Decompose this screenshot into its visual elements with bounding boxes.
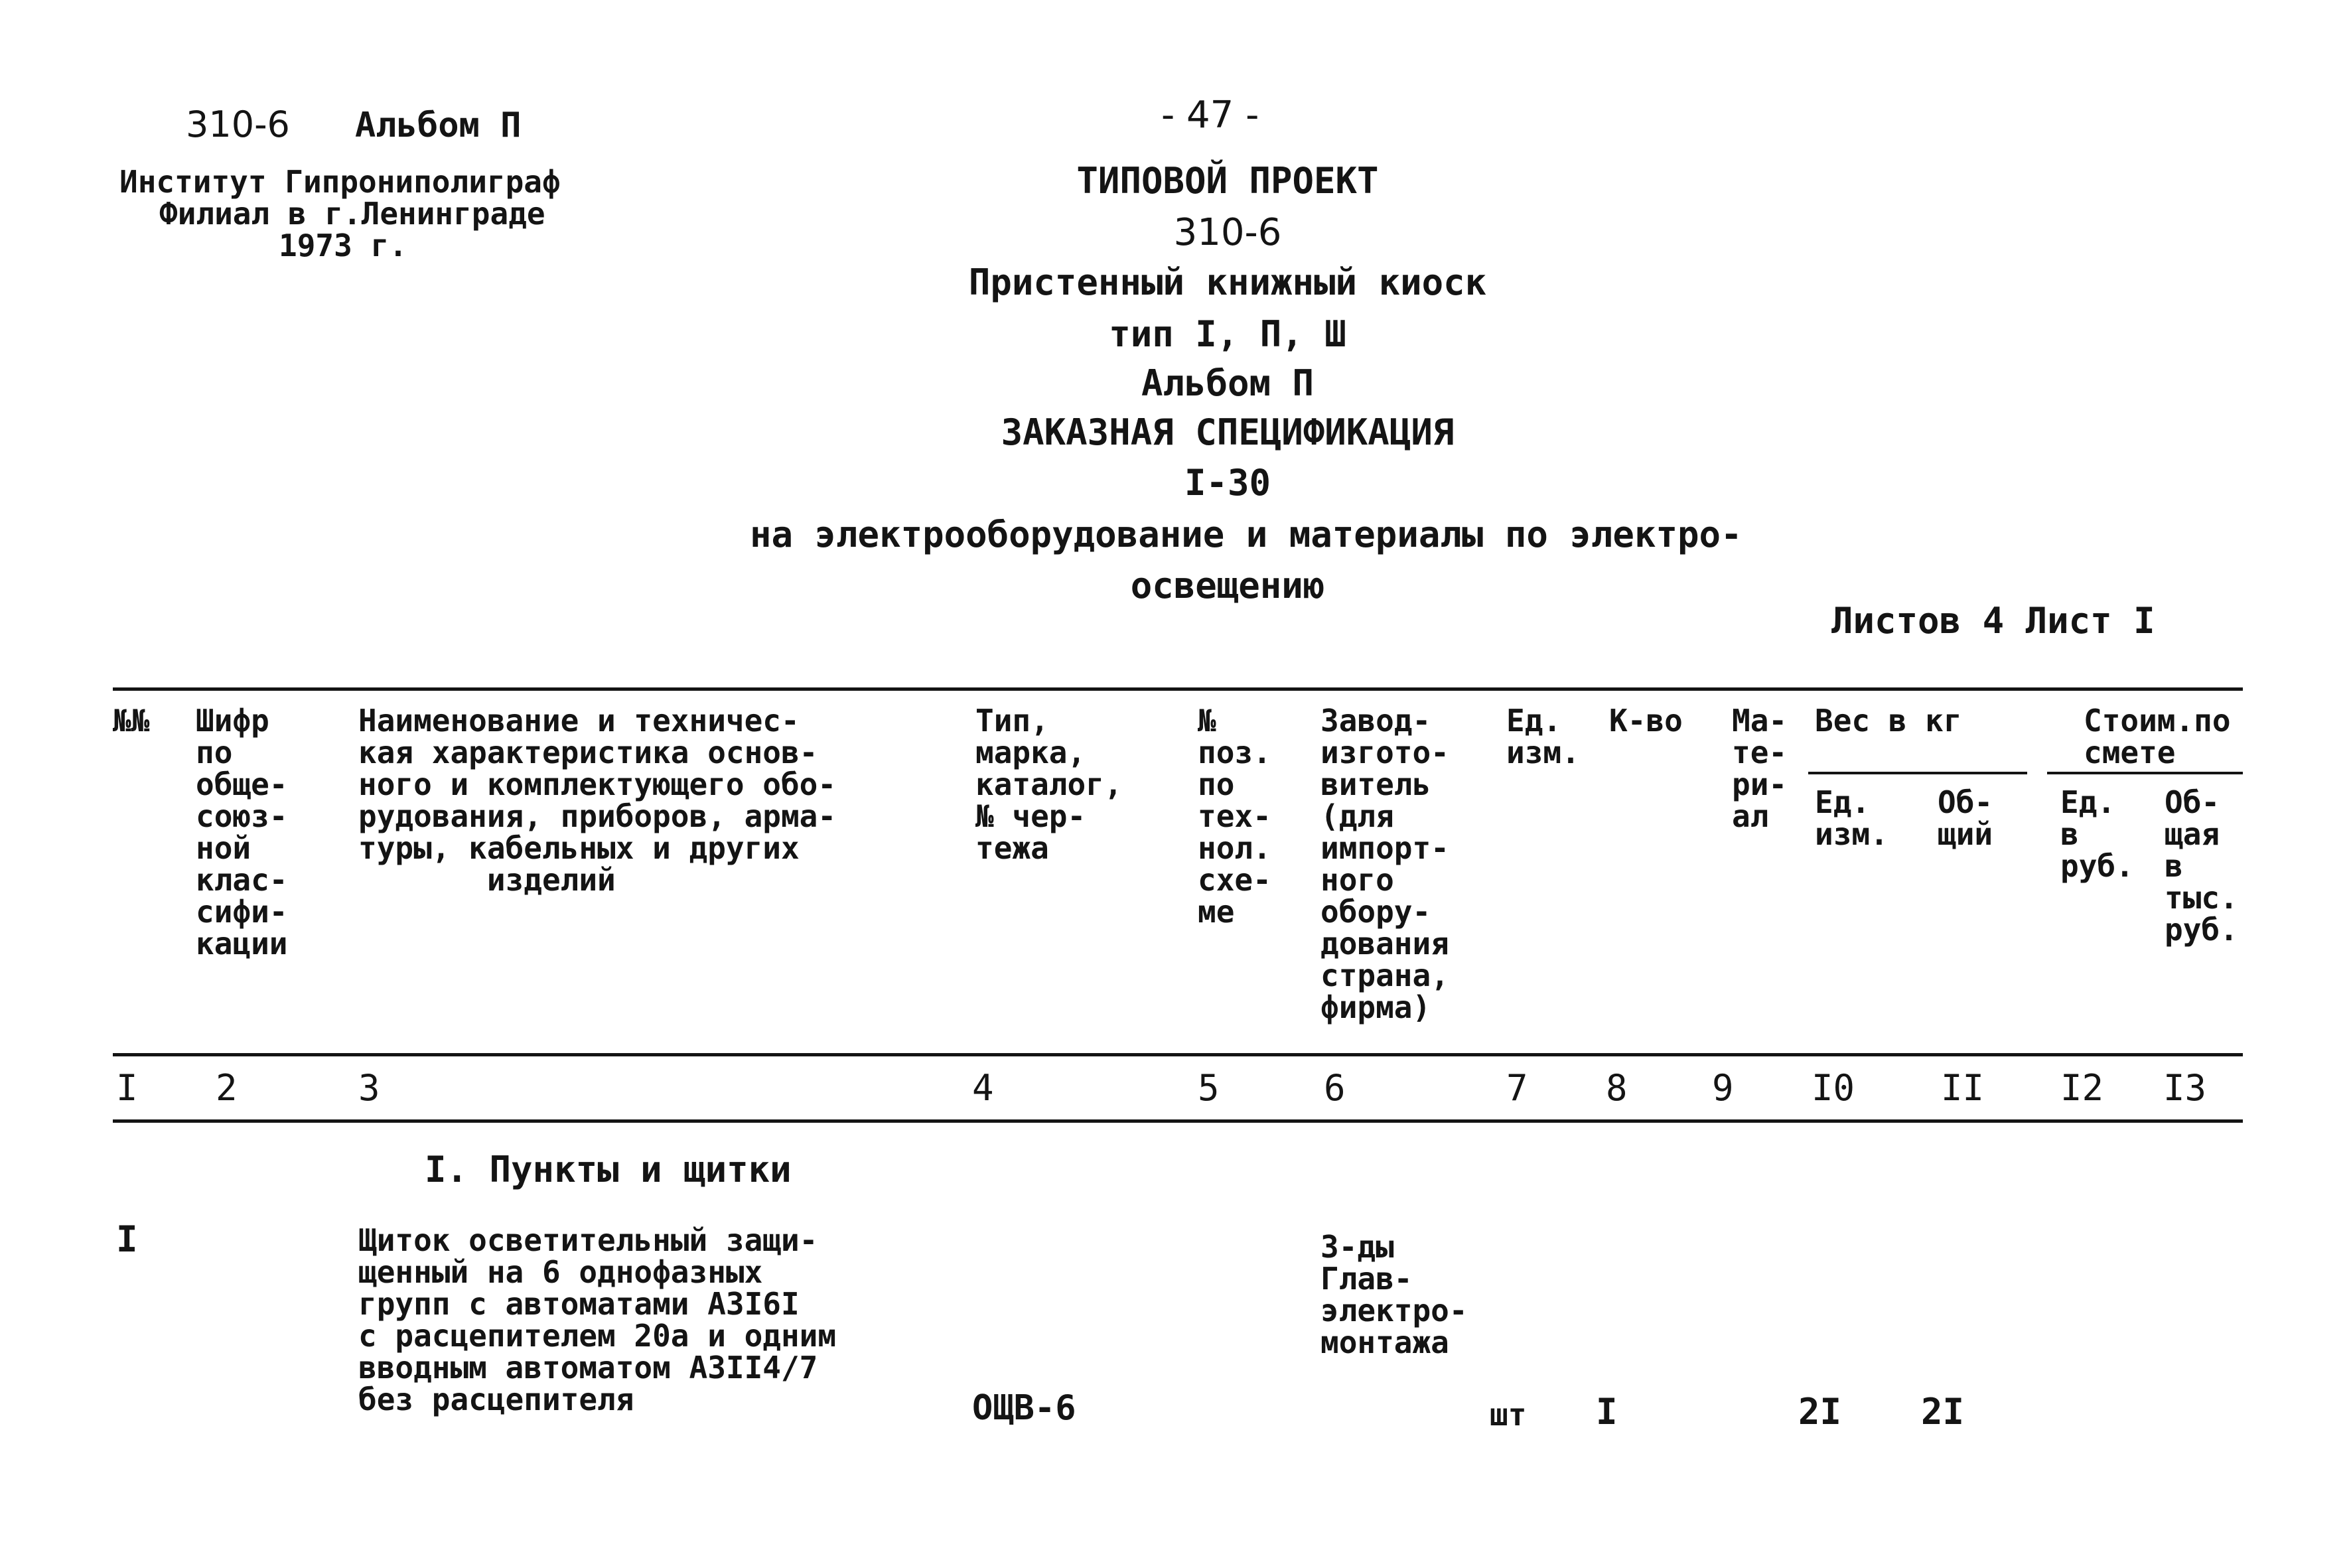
weight-subheader-rule — [1808, 772, 2027, 774]
column-number-3: 3 — [358, 1067, 380, 1109]
institute-year: 1973 г. — [279, 228, 407, 263]
row-unit: шт — [1490, 1397, 1527, 1433]
column-number-8: 8 — [1606, 1067, 1628, 1109]
row-quantity: I — [1596, 1391, 1618, 1433]
project-code: 310-6 — [1173, 211, 1282, 254]
header-unit: Ед. изм. — [1506, 703, 1580, 770]
header-material: Ма- те- ри- ал — [1732, 703, 1788, 834]
column-number-2: 2 — [216, 1067, 238, 1109]
header-position: № поз. по тех- нол. схе- ме — [1198, 703, 1271, 930]
header-code: Шифр по обще- союз- ной клас- сифи- кации — [196, 703, 288, 962]
album-title: Альбом П — [1141, 362, 1315, 404]
header-manufacturer: Завод- изгото- витель (для импорт- ного обору- дования страна, фирма) — [1320, 703, 1449, 1025]
header-name: Наименование и техничес- кая характеристика основ- ного и комплектующего обо- рудования, приборов, арма- туры, кабельных и других изделий — [358, 703, 837, 898]
header-type: Тип, марка, каталог, № чер- тежа — [975, 703, 1123, 866]
header-cost-unit: Ед. в руб. — [2060, 784, 2134, 884]
document-subject-line1: на электрооборудование и материалы по электро- — [750, 514, 1743, 555]
album-label-topleft: Альбом П — [355, 106, 522, 145]
column-number-11: II — [1941, 1067, 1985, 1109]
column-number-4: 4 — [972, 1067, 994, 1109]
column-numbers-bottom-rule — [113, 1119, 2243, 1123]
header-weight-group: Вес в кг — [1815, 703, 1962, 739]
column-number-9: 9 — [1712, 1067, 1734, 1109]
header-weight-unit: Ед. изм. — [1815, 784, 1888, 852]
row-weight-unit: 2I — [1798, 1391, 1842, 1433]
row-type: ОЩВ-6 — [972, 1388, 1076, 1428]
document-number: I-30 — [1184, 462, 1271, 504]
header-cost-group: Стоим.по смете — [2084, 703, 2231, 770]
header-quantity: К-во — [1609, 703, 1683, 739]
column-number-12: I2 — [2060, 1067, 2104, 1109]
cost-subheader-rule — [2047, 772, 2243, 774]
document-subject-line2: освещению — [1130, 565, 1325, 606]
row-description: Щиток осветительный защи- щенный на 6 однофазных групп с автоматами А3I6I с расцепителем 20а и одним вводным автоматом А3II4/7 без расцепителя — [358, 1222, 837, 1417]
column-number-5: 5 — [1198, 1067, 1220, 1109]
page-number: - 47 - — [1161, 94, 1259, 137]
document-type: ЗАКАЗНАЯ СПЕЦИФИКАЦИЯ — [1001, 411, 1455, 453]
header-num: №№ — [113, 703, 150, 739]
institute-branch: Филиал в г.Ленинграде — [159, 196, 545, 232]
row-weight-total: 2I — [1921, 1391, 1965, 1433]
object-types: тип I, П, Ш — [1109, 313, 1346, 355]
column-number-6: 6 — [1324, 1067, 1346, 1109]
row-manufacturer: З-ды Глав- электро- монтажа — [1320, 1229, 1468, 1360]
object-name: Пристенный книжный киоск — [968, 261, 1487, 303]
project-heading: ТИПОВОЙ ПРОЕКТ — [1076, 160, 1379, 202]
header-cost-total: Об- щая в тыс. руб. — [2165, 784, 2238, 948]
sheets-counter: Листов 4 Лист I — [1831, 600, 2155, 642]
column-number-1: I — [116, 1067, 138, 1109]
column-number-13: I3 — [2163, 1067, 2207, 1109]
header-weight-total: Об- щий — [1938, 784, 1993, 852]
column-number-10: I0 — [1812, 1067, 1855, 1109]
header-bottom-rule — [113, 1053, 2243, 1056]
section-title: I. Пункты и щитки — [425, 1149, 792, 1190]
table-top-rule — [113, 687, 2243, 691]
project-code-handwritten: 310-6 — [186, 104, 290, 145]
row-number: I — [116, 1218, 138, 1260]
column-number-7: 7 — [1506, 1067, 1528, 1109]
institute-name: Институт Гипрониполиграф — [119, 164, 561, 200]
